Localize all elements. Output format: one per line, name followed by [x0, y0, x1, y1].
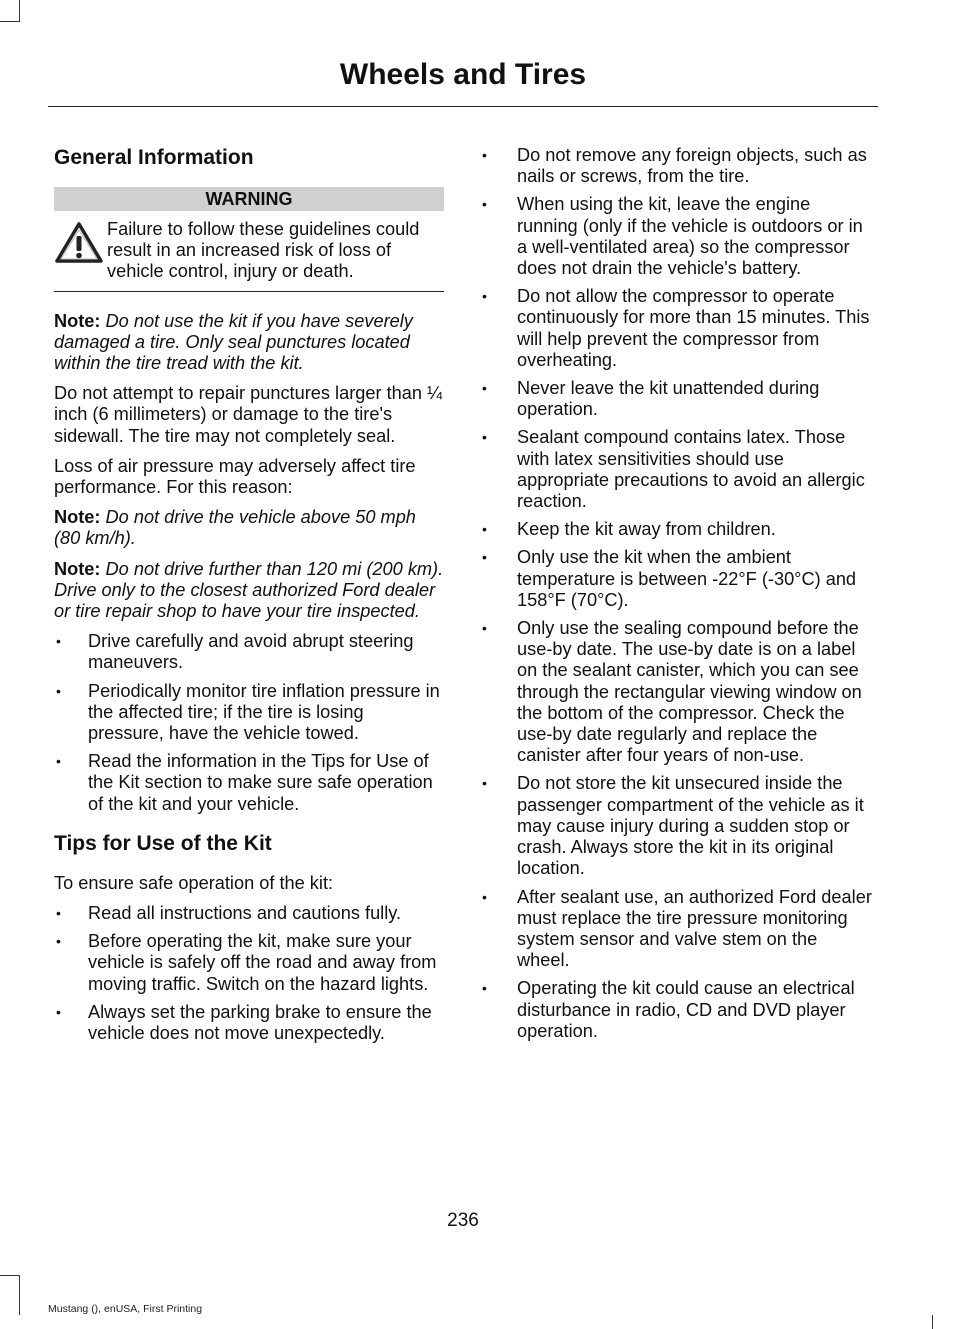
note-paragraph — [54, 559, 444, 623]
right-column — [480, 145, 874, 1052]
list-item: • Only use the kit when the ambient temperature is between -22°F (-30°C) and 158°F (70°C). — [480, 547, 874, 611]
warning-triangle-icon — [54, 221, 104, 265]
page-title: Wheels and Tires — [339, 58, 587, 91]
list-item: • Read all instructions and cautions fully. — [54, 903, 444, 924]
list-item: • After sealant use, an authorized Ford dealer must replace the tire pressure monitoring system sensor and valve stem on the wheel. — [480, 887, 874, 972]
list-item: • Do not remove any foreign objects, such as nails or screws, from the tire. — [480, 145, 874, 187]
bullet-list — [54, 903, 444, 1044]
crop-mark — [0, 1275, 20, 1276]
body-paragraph: Do not attempt to repair punctures larger than ¼ inch (6 millimeters) or damage to the tire's sidewall. The tire may not completely seal. — [54, 383, 443, 446]
list-item: • Drive carefully and avoid abrupt steering maneuvers. — [54, 631, 444, 673]
note-text: Do not use the kit if you have severely damaged a tire. Only seal punctures located within the tire tread with the kit. — [54, 310, 413, 374]
note-label: Note: — [54, 507, 101, 528]
body-paragraph: Loss of air pressure may adversely affect tire performance. For this reason: — [54, 455, 416, 498]
note-text: Do not drive further than 120 mi (200 km). Drive only to the closest authorized Ford dealer or tire repair shop to have your tire inspected. — [54, 558, 444, 622]
crop-mark — [0, 21, 20, 22]
bullet-list — [480, 145, 874, 1042]
footer-imprint: Mustang (), enUSA, First Printing — [48, 1303, 203, 1315]
body-paragraph: To ensure safe operation of the kit: — [54, 872, 334, 893]
crop-mark — [19, 1275, 20, 1315]
list-item: • Operating the kit could cause an electrical disturbance in radio, CD and DVD player operation. — [480, 978, 874, 1042]
note-label: Note: — [54, 558, 101, 579]
list-item: • Never leave the kit unattended during operation. — [480, 378, 874, 420]
bullet-list — [54, 631, 444, 815]
warning-text: Failure to follow these guidelines could result in an increased risk of loss of vehicle control, injury or death. — [107, 219, 420, 282]
list-item: • Before operating the kit, make sure your vehicle is safely off the road and away from moving traffic. Switch on the hazard lights. — [54, 931, 444, 995]
general-information-heading: General Information — [54, 146, 254, 169]
list-item: • Keep the kit away from children. — [480, 519, 874, 540]
crop-mark — [932, 1315, 933, 1329]
note-paragraph — [54, 507, 444, 549]
warning-box — [54, 219, 444, 292]
note-paragraph — [54, 311, 444, 375]
tips-heading: Tips for Use of the Kit — [54, 831, 272, 855]
list-item: • Always set the parking brake to ensure the vehicle does not move unexpectedly. — [54, 1002, 444, 1044]
note-text: Do not drive the vehicle above 50 mph (80 km/h). — [54, 507, 416, 549]
list-item: • Do not allow the compressor to operate continuously for more than 15 minutes. This will help prevent the compressor from overheating. — [480, 286, 874, 371]
note-label: Note: — [54, 310, 101, 331]
list-item: • Do not store the kit unsecured inside the passenger compartment of the vehicle as it may cause injury during a sudden stop or crash. Always store the kit in its original location. — [480, 773, 874, 879]
left-column — [54, 145, 444, 1054]
list-item: • Read the information in the Tips for Use of the Kit section to make sure safe operation of the kit and your vehicle. — [54, 751, 444, 815]
list-item: • Periodically monitor tire inflation pressure in the affected tire; if the tire is losing pressure, have the vehicle towed. — [54, 681, 444, 745]
warning-label: WARNING — [54, 187, 444, 211]
crop-mark — [19, 0, 20, 22]
page-number: 236 — [447, 1210, 479, 1231]
list-item: • When using the kit, leave the engine running (only if the vehicle is outdoors or in a well-ventilated area) so the compressor does not drain the vehicle's battery. — [480, 194, 874, 279]
list-item: • Sealant compound contains latex. Those with latex sensitivities should use appropriate precautions to avoid an allergic reaction. — [480, 427, 874, 512]
header-divider — [48, 106, 878, 107]
list-item: • Only use the sealing compound before the use-by date. The use-by date is on a label on the sealant canister, which you can see through the rectangular viewing window on the bottom of the compressor. Check the use-by date regularly and replace the canister after four years of non-use. — [480, 618, 874, 766]
